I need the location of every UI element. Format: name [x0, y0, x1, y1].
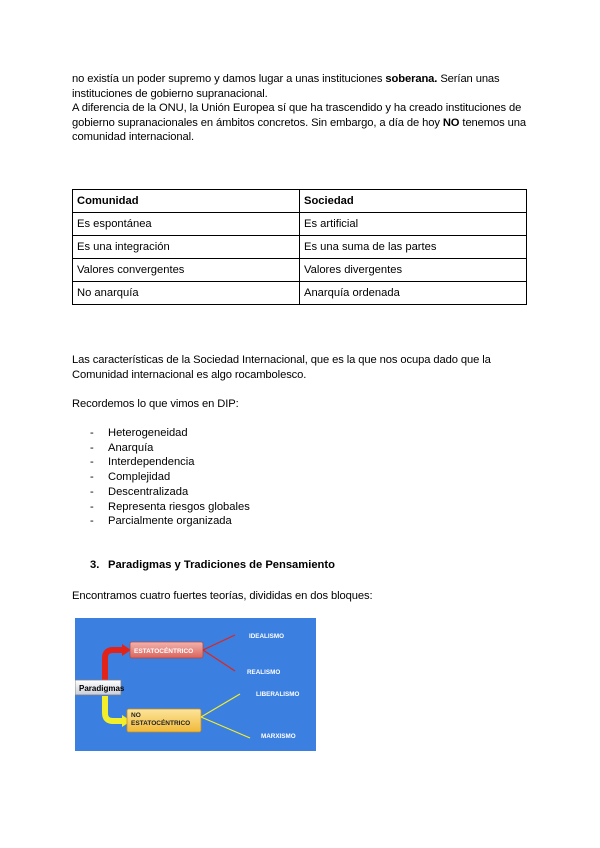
table-cell: Es una suma de las partes: [300, 236, 527, 259]
list-item: - Representa riesgos globales: [72, 500, 250, 515]
table-cell: Es espontánea: [73, 213, 300, 236]
section-heading: [90, 559, 335, 571]
list-item: - Descentralizada: [72, 485, 250, 500]
no-estatocentrico-label-1: NO: [131, 712, 141, 719]
paradigms-diagram: [75, 618, 316, 751]
table-cell: No anarquía: [73, 282, 300, 305]
table-cell: Es una integración: [73, 236, 300, 259]
table-cell: Es artificial: [300, 213, 527, 236]
leaf-idealismo: IDEALISMO: [249, 633, 284, 640]
characteristics-list: [72, 426, 250, 529]
intro-bold-soberana: soberana.: [385, 73, 438, 85]
table-row: [73, 259, 527, 282]
table-cell: Valores divergentes: [300, 259, 527, 282]
arrow-to-no-estatocentrico: [105, 696, 123, 721]
intro-text-2a: A diferencia de la ONU, la Unión Europea sí que ha trascendido y ha creado instituciones de gobierno supranacionales en ámbitos concretos. Sin embargo, a día de hoy: [72, 102, 522, 129]
intro-text-2b: tenemos una comunidad internacional.: [72, 116, 527, 144]
intro-text-1b: Serían unas instituciones de gobierno supranacional.: [72, 73, 500, 100]
table-row: [73, 282, 527, 305]
paradigmas-label: Paradigmas: [79, 684, 125, 693]
list-item: - Parcialmente organizada: [72, 514, 250, 529]
estatocentrico-label: ESTATOCÉNTRICO: [134, 648, 194, 655]
intro-text-1a: no existía un poder supremo y damos lugar a unas instituciones: [72, 73, 386, 85]
paradigms-diagram-svg: [75, 618, 316, 751]
line-to-liberalismo: [201, 694, 240, 717]
table-header-comunidad: Comunidad: [73, 190, 300, 213]
table-header-sociedad: Sociedad: [300, 190, 527, 213]
intro-bold-no: NO: [442, 116, 460, 129]
list-item: - Complejidad: [72, 470, 250, 485]
table-row: [73, 213, 527, 236]
intro-paragraph-1: [72, 72, 532, 101]
comparison-table: [72, 189, 527, 305]
section-title: Paradigmas y Tradiciones de Pensamiento: [108, 559, 335, 571]
recall-paragraph: Recordemos lo que vimos en DIP:: [72, 398, 239, 410]
leaf-liberalismo: LIBERALISMO: [256, 691, 300, 698]
table-row: [73, 236, 527, 259]
line-to-idealismo: [203, 635, 235, 650]
no-estatocentrico-label-2: ESTATOCÉNTRICO: [131, 720, 191, 727]
table-cell: Valores convergentes: [73, 259, 300, 282]
line-to-marxismo: [201, 717, 250, 738]
list-item: - Heterogeneidad: [72, 426, 250, 441]
section-intro-paragraph: Encontramos cuatro fuertes teorías, divididas en dos bloques:: [72, 590, 373, 602]
leaf-marxismo: MARXISMO: [261, 733, 296, 740]
list-item: - Anarquía: [72, 441, 250, 456]
table-header-row: [73, 190, 527, 213]
arrow-to-estatocentrico: [105, 650, 123, 680]
section-number: 3.: [90, 559, 100, 571]
line-to-realismo: [203, 650, 235, 671]
list-item: - Interdependencia: [72, 455, 250, 470]
leaf-realismo: REALISMO: [247, 669, 281, 676]
intro-paragraph-2: [72, 101, 532, 145]
characteristics-paragraph: Las características de la Sociedad Internacional, que es la que nos ocupa dado que la Comunidad internacional es algo rocambolesco.: [72, 354, 491, 381]
table-cell: Anarquía ordenada: [300, 282, 527, 305]
